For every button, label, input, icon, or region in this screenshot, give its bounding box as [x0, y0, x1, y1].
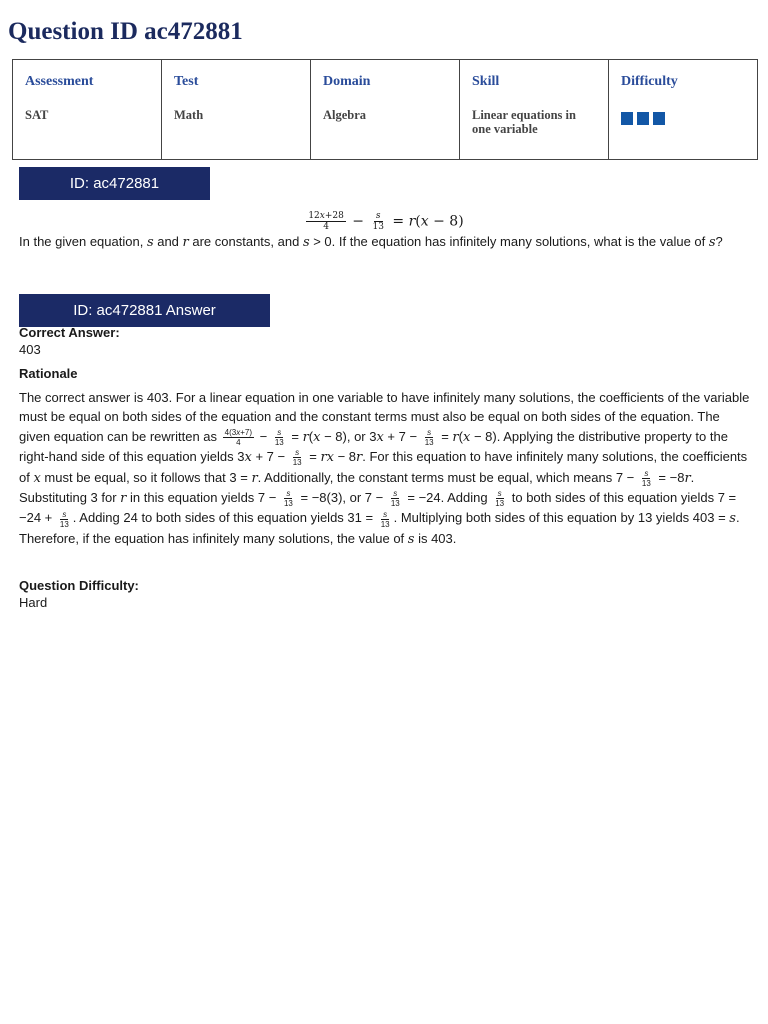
meta-skill-cell [460, 60, 609, 160]
meta-assessment-cell [13, 60, 162, 160]
meta-difficulty-label: Difficulty [621, 74, 678, 89]
difficulty-square [637, 112, 649, 125]
difficulty-square [621, 112, 633, 125]
meta-domain-value: Algebra [323, 108, 367, 122]
meta-skill-value: Linear equations in one variable [472, 108, 576, 136]
meta-assessment-label: Assessment [25, 74, 94, 89]
meta-domain-cell [311, 60, 460, 160]
meta-test-value: Math [174, 108, 204, 122]
rationale-label: Rationale [19, 366, 78, 381]
question-difficulty-value: Hard [19, 595, 48, 610]
question-text: In the given equation, s and r are constants, and s > 0. If the equation has infinitely many solutions, what is the value of s? [19, 234, 723, 250]
meta-test-cell [162, 60, 311, 160]
meta-difficulty-cell [609, 60, 758, 160]
meta-test-label: Test [174, 74, 199, 89]
correct-answer-value: 403 [19, 342, 41, 357]
difficulty-square [653, 112, 665, 125]
answer-id-banner: ID: ac472881 Answer [19, 294, 270, 327]
correct-answer-label: Correct Answer: [19, 325, 120, 340]
meta-domain-label: Domain [323, 74, 371, 89]
page-title: Question ID ac472881 [8, 18, 243, 45]
question-difficulty-label: Question Difficulty: [19, 578, 139, 593]
meta-skill-label: Skill [472, 74, 500, 89]
difficulty-indicator [621, 112, 745, 125]
question-id-banner: ID: ac472881 [19, 167, 210, 200]
question-equation: $\frac{12x+28}{4}$ − $\frac{s}{13}$ = r(x − 8) [308, 211, 464, 232]
meta-assessment-value: SAT [25, 108, 49, 122]
rationale-text: The correct answer is 403. For a linear equation in one variable to have infinitely many solutions, the coefficients of the variable must be equal on both sides of the equation and the constant terms must also be equal on both sides of the equation. The given equation can be rewritten as $\frac{4(3x+7)}{4}$ − $\frac{s}{13}$ = r(x − 8), or 3x + 7 − $\frac{s}{13}$ = r(x − 8). Applying the distributive property to the right-hand side of this equation yields 3x + 7 − $\frac{s}{13}$ = rx − 8r. For this equation to have infinitely many solutions, the coefficients of x must be equal, so it follows that 3 = r. Additionally, the constant terms must be equal, which means 7 − $\frac{s}{13}$ = −8r. Substituting 3 for r in this equation yields 7 − $\frac{s}{13}$ = −8(3), or 7 − $\frac{s}{13}$ = −24. Adding $\frac{s}{13}$ to both sides of this equation yields 7 = −24 + $\frac{s}{13}$ . Adding 24 to both sides of this equation yields 31 = $\frac{s}{13}$ . Multiplying both sides of this equation by 13 yields 403 = s. Therefore, if the equation has infinitely many solutions, the value of s is 403. [19, 390, 750, 547]
metadata-table [12, 59, 758, 160]
